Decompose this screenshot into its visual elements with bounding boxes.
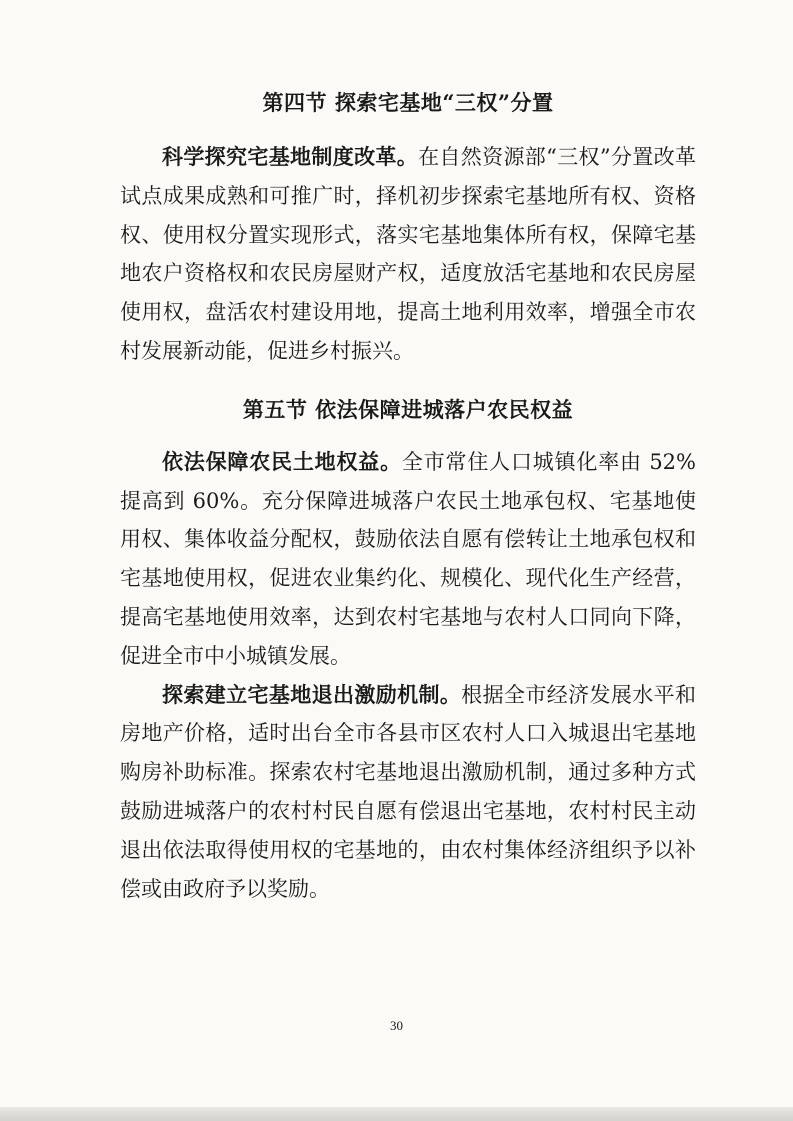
section-5-title: 第五节 依法保障进城落户农民权益 (242, 396, 574, 422)
page-number: 30 (390, 1018, 403, 1033)
paragraph-lead: 依法保障农民土地权益。 (162, 448, 402, 474)
section-4-title: 第四节 探索宅基地“三权”分置 (262, 90, 554, 115)
paragraph-lead: 探索建立宅基地退出激励机制。 (162, 681, 462, 707)
section-5-paragraph-2 (120, 676, 696, 909)
section-5-paragraph-1 (120, 443, 696, 676)
page-content (120, 88, 696, 908)
paragraph-body: 在自然资源部“三权”分置改革试点成果成熟和可推广时，择机初步探索宅基地所有权、资格权、使用权分置实现形式，落实宅基地集体所有权，保障宅基地农户资格权和农民房屋财产权，适度放活宅基地和农民房屋使用权，盘活农村建设用地，提高土地利用效率，增强全市农村发展新动能，促进乡村振兴。 (120, 145, 696, 363)
scan-bottom-edge (0, 1107, 793, 1121)
section-4-paragraph-1 (120, 138, 696, 371)
paragraph-body: 全市常住人口城镇化率由 52%提高到 60%。充分保障进城落户农民土地承包权、宅基地使用权、集体收益分配权，鼓励依法自愿有偿转让土地承包权和宅基地使用权，促进农业集约化、规模化、现代化生产经营，提高宅基地使用效率，达到农村宅基地与农村人口同向下降，促进全市中小城镇发展。 (120, 449, 696, 668)
paragraph-body: 根据全市经济发展水平和房地产价格，适时出台全市各县市区农村人口入城退出宅基地购房补助标准。探索农村宅基地退出激励机制，通过多种方式鼓励进城落户的农村村民自愿有偿退出宅基地，农村村民主动退出依法取得使用权的宅基地的，由农村集体经济组织予以补偿或由政府予以奖励。 (120, 682, 696, 901)
paragraph-lead: 科学探究宅基地制度改革。 (162, 144, 419, 169)
